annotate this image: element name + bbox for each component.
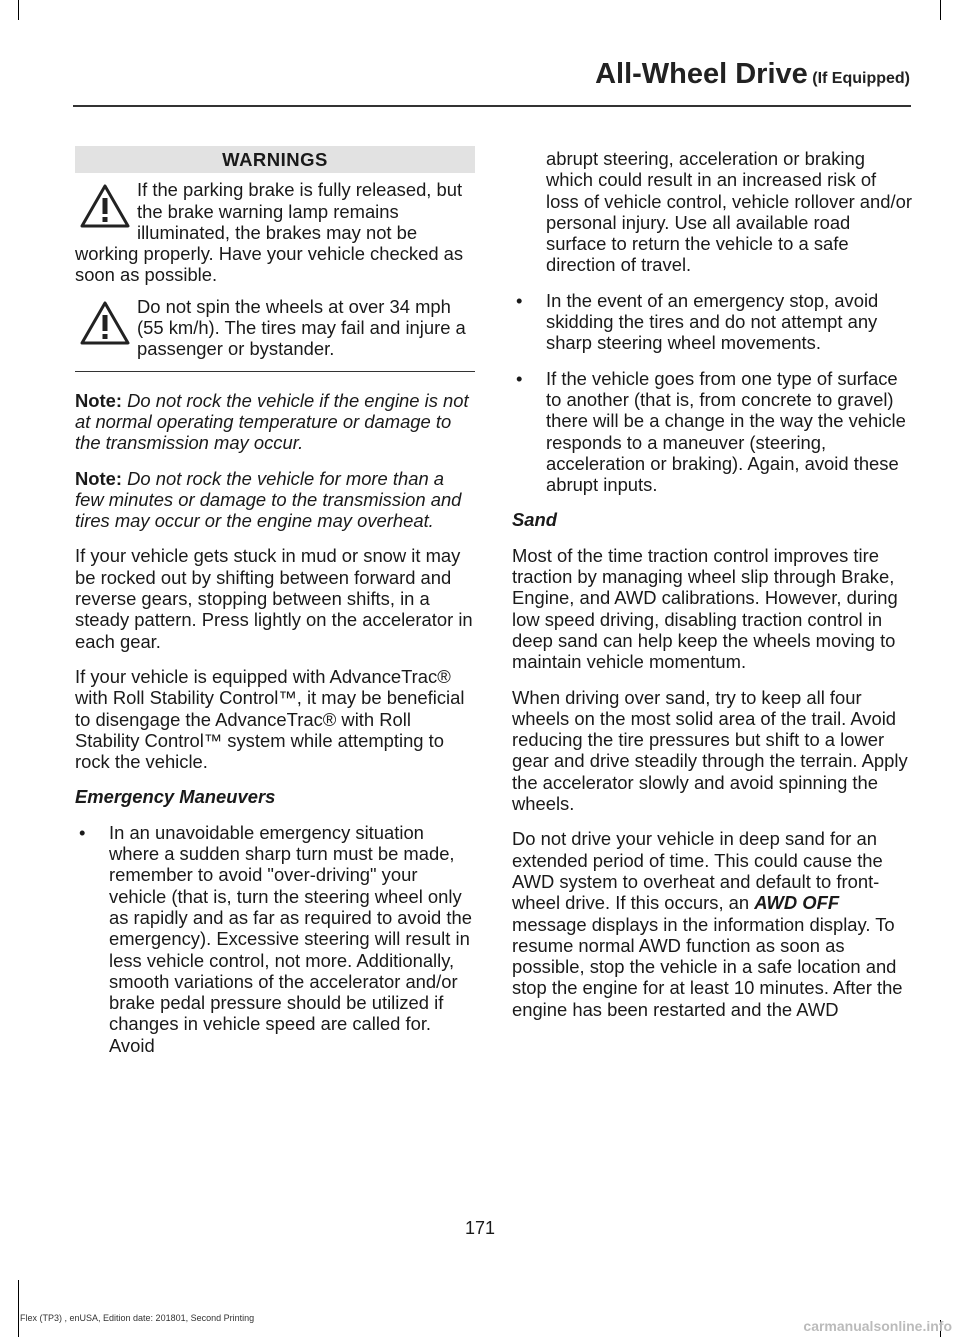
paragraph: Most of the time traction control improves tire traction by managing wheel slip through Brake, Engine, and AWD calibrations. However, during low speed driving, disabling traction control in deep sand can help keep the wheels moving to maintain vehicle momentum. [512, 544, 898, 673]
note-label: Note: [75, 389, 122, 411]
list-item: • If the vehicle goes from one type of surface to another (that is, from concrete to gravel) there will be a change in the way the vehicle responds to a maneuver (steering, acceleration or braking). Again, avoid these abrupt inputs. [512, 368, 912, 496]
footer-text: Flex (TP3) , enUSA, Edition date: 201801, Second Printing [20, 1313, 255, 1323]
warnings-heading: WARNINGS [75, 146, 475, 173]
list-item-continued: abrupt steering, acceleration or braking which could result in an increased risk of loss of vehicle control, vehicle rollover and/or personal injury. Use all available road surface to return the vehicle to a safe direction of travel. [546, 148, 912, 276]
crop-mark-top-right [940, 0, 941, 20]
crop-mark-top-left [18, 0, 19, 20]
note-text: Do not rock the vehicle for more than a few minutes or damage to the transmission and tires may occur or the engine may overheat. [75, 467, 462, 532]
page-header [0, 58, 960, 91]
warning-item [75, 296, 475, 372]
note [75, 390, 475, 454]
crop-mark-bottom-left [18, 1280, 19, 1337]
bullet-list [512, 290, 912, 496]
warning-item [75, 179, 475, 285]
paragraph: When driving over sand, try to keep all four wheels on the most solid area of the trail. Avoid reducing the tire pressures but shift to a lower gear and drive steadily through the terrain. Apply the accelerator slowly and avoid spinning the wheels. [512, 686, 908, 815]
page-title: All-Wheel Drive [595, 58, 808, 90]
warning-triangle-icon [79, 300, 131, 346]
header-rule [73, 105, 911, 107]
list-item: • In the event of an emergency stop, avoid skidding the tires and do not attempt any sharp steering wheel movements. [512, 290, 912, 354]
watermark: carmanualsonline.info [803, 1318, 952, 1334]
list-item: • In an unavoidable emergency situation where a sudden sharp turn must be made, remember to avoid "over-driving" your vehicle (that is, turn the steering wheel only as rapidly and as far as required to avoid the emergency). Excessive steering will result in less vehicle control, not more. Additionally, smooth variations of the accelerator and/or brake pedal pressure should be utilized if changes in vehicle speed are called for. Avoid [75, 822, 475, 1056]
warning-text: If the parking brake is fully released, but the brake warning lamp remains illuminated, the brakes may not be working properly. Have your vehicle checked as soon as possible. [75, 179, 464, 286]
section-heading-sand: Sand [512, 509, 557, 531]
page-number: 171 [464, 1218, 496, 1238]
note-text: Do not rock the vehicle if the engine is not at normal operating temperature or damage to the transmission may occur. [75, 389, 469, 454]
right-column [512, 148, 912, 1034]
page-subtitle: (If Equipped) [812, 70, 910, 87]
display-message: AWD OFF [754, 892, 840, 914]
paragraph [512, 828, 912, 1020]
paragraph-text: Do not drive your vehicle in deep sand for an extended period of time. This could cause the AWD system to overheat and default to front-wheel drive. If this occurs, an [512, 828, 883, 914]
note [75, 468, 475, 532]
paragraph: If your vehicle gets stuck in mud or snow it may be rocked out by shifting between forward and reverse gears, stopping between shifts, in a steady pattern. Press lightly on the accelerator in each gear. [75, 545, 473, 652]
paragraph-text: message displays in the information display. To resume normal AWD function as soon as possible, stop the vehicle in a safe location and stop the engine for at least 10 minutes. After the engine has been restarted and the AWD [512, 913, 903, 1020]
warning-triangle-icon [79, 183, 131, 229]
left-column [75, 146, 475, 1070]
bullet-list [75, 822, 475, 1056]
paragraph: If your vehicle is equipped with AdvanceTrac® with Roll Stability Control™, it may be beneficial to disengage the AdvanceTrac® with Roll Stability Control™ system while attempting to rock the vehicle. [75, 665, 465, 773]
warning-text: Do not spin the wheels at over 34 mph (55 km/h). The tires may fail and injure a passenger or bystander. [137, 295, 466, 360]
note-label: Note: [75, 467, 122, 489]
section-heading-emergency: Emergency Maneuvers [75, 786, 276, 808]
